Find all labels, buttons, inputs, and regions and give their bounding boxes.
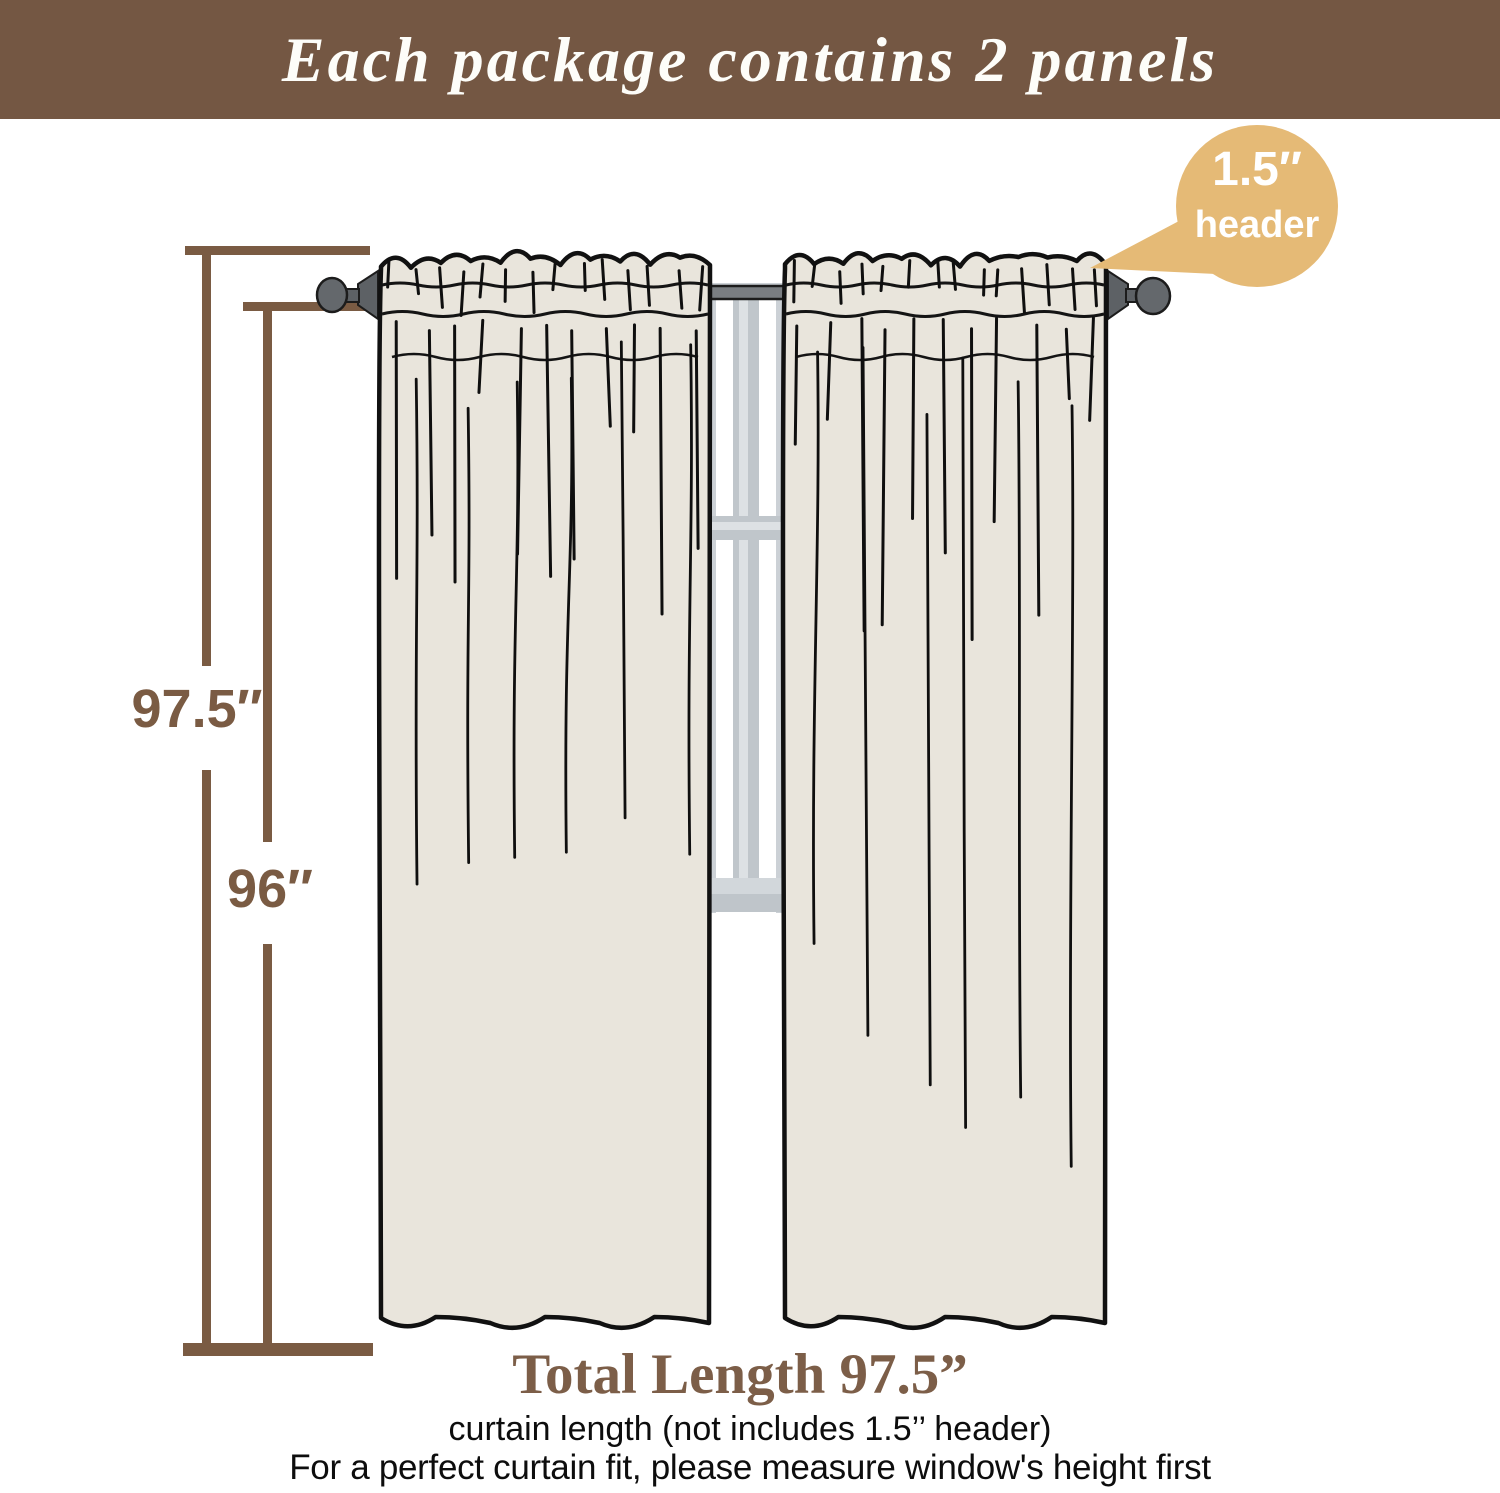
footer-caption-1: curtain length (not includes 1.5’’ header) [448, 1410, 1052, 1448]
total-length-title: Total Length 97.5” [512, 1343, 968, 1406]
curtain-panel-right [783, 253, 1106, 1328]
curtain-length-label: 96″ [227, 859, 313, 919]
curtain-panel-left [379, 251, 710, 1328]
curtain-diagram [0, 119, 1500, 1493]
banner-title: Each package contains 2 panels [281, 23, 1219, 95]
header-callout-label [1172, 143, 1342, 246]
measurement-lines [183, 246, 373, 1356]
window [698, 283, 794, 913]
total-height-label: 97.5″ [131, 679, 263, 739]
banner [0, 0, 1500, 119]
footer-caption-2: For a perfect curtain fit, please measure window's height first [289, 1448, 1211, 1487]
header-callout-size: 1.5″ [1212, 143, 1302, 196]
header-callout-word: header [1194, 204, 1320, 246]
